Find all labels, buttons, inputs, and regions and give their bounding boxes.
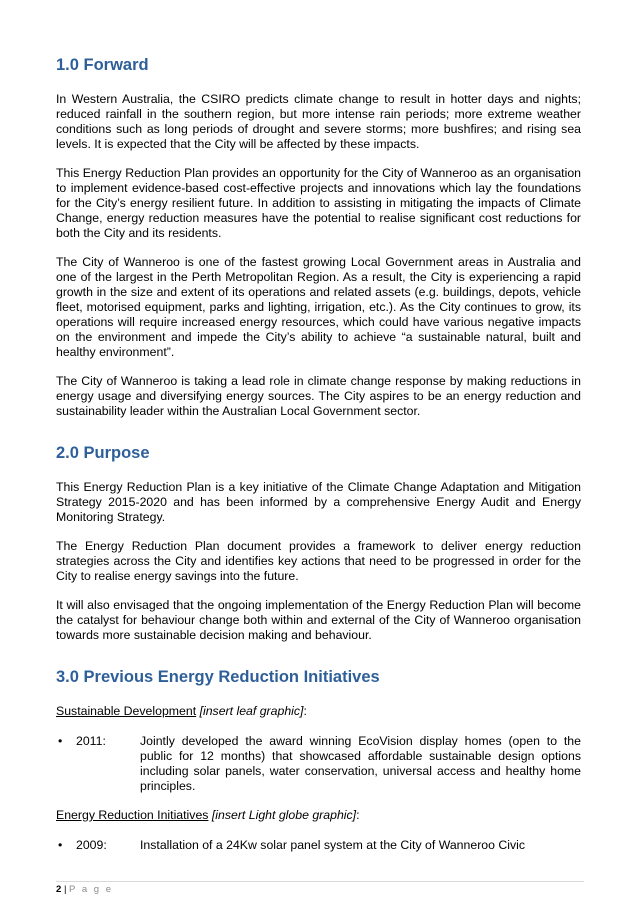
page-footer <box>56 881 584 896</box>
paragraph: The City of Wanneroo is taking a lead role in climate change response by making reductions in energy usage and diversifying energy sources. The City aspires to be an energy reduction and sustainability leader within the Australian Local Government sector. <box>56 374 581 418</box>
bullet-icon: • <box>58 838 63 852</box>
footer-separator: | <box>63 884 67 895</box>
bullet-icon: • <box>58 734 63 748</box>
section-heading-previous-initiatives: 3.0 Previous Energy Reduction Initiatives <box>56 668 380 686</box>
subsection-note: [insert Light globe graphic] <box>211 808 357 822</box>
list-item-text: Installation of a 24Kw solar panel system at the City of Wanneroo Civic <box>140 838 526 852</box>
subsection-title-energy-reduction-initiatives <box>56 808 581 823</box>
list-item <box>56 734 581 794</box>
subsection-suffix: : <box>303 704 307 718</box>
paragraph: The Energy Reduction Plan document provides a framework to deliver energy reduction strategies across the City and identifies key actions that need to be progressed in order for the City to realise energy savings into the future. <box>56 539 581 583</box>
list-item-year: 2011: <box>76 734 106 748</box>
list-item <box>56 838 581 853</box>
page-number: 2 <box>56 884 62 895</box>
paragraph: This Energy Reduction Plan is a key initiative of the Climate Change Adaptation and Mitigation Strategy 2015-2020 and has been informed by a comprehensive Energy Audit and Energy Monitoring Strategy. <box>56 480 581 524</box>
list-item-year: 2009: <box>76 838 107 852</box>
subsection-title: Energy Reduction Initiatives <box>56 808 209 822</box>
subsection-title: Sustainable Development <box>56 704 197 718</box>
subsection-title-sustainable-development <box>56 704 581 719</box>
subsection-suffix: : <box>356 808 360 822</box>
paragraph: The City of Wanneroo is one of the fastest growing Local Government areas in Australia and one of the largest in the Perth Metropolitan Region. As a result, the City is experiencing a rapid growth in the size and extent of its operations and related assets (e.g. buildings, depots, vehicle fleet, motorised equipment, parks and lighting, irrigation, etc.). As the City continues to grow, its operations will require increased energy resources, which could have various negative impacts on the environment and impede the City’s ability to achieve “a sustainable natural, built and healthy environment”. <box>56 255 581 359</box>
page-content <box>56 50 581 853</box>
section-heading-forward: 1.0 Forward <box>56 56 149 74</box>
section-heading-purpose: 2.0 Purpose <box>56 444 150 462</box>
subsection-note: [insert leaf graphic] <box>199 704 304 718</box>
paragraph: It will also envisaged that the ongoing implementation of the Energy Reduction Plan will become the catalyst for behaviour change both within and external of the City of Wanneroo organisation towards more sustainable decision making and behaviour. <box>56 598 581 642</box>
paragraph: In Western Australia, the CSIRO predicts climate change to result in hotter days and nights; reduced rainfall in the southern region, but more intense rain periods; more extreme weather conditions such as long periods of drought and severe storms; more bushfires; and rising sea levels. It is expected that the City will be affected by these impacts. <box>56 92 581 151</box>
list-item-text: Jointly developed the award winning EcoVision display homes (open to the public for 12 months) that showcased affordable sustainable design options including solar panels, water conservation, universal access and healthy home principles. <box>140 734 581 793</box>
page-label: P a g e <box>69 884 113 895</box>
paragraph: This Energy Reduction Plan provides an opportunity for the City of Wanneroo as an organisation to implement evidence-based cost-effective projects and innovations which lay the foundations for the City’s energy resilient future. In addition to assisting in mitigating the impacts of Climate Change, energy reduction measures have the potential to realise significant cost reductions for both the City and its residents. <box>56 166 581 240</box>
